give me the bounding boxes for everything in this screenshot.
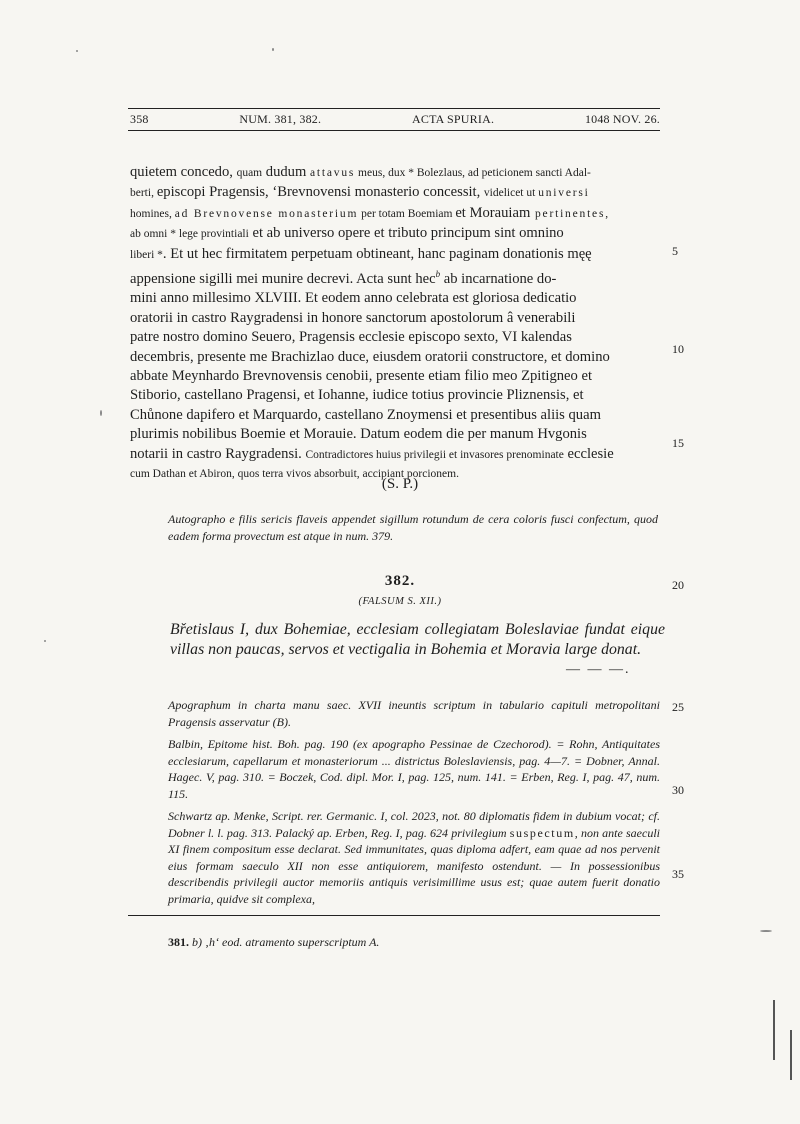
text-line: abbate Meynhardo Brevnovensis cenobii, presente etiam filio meo Zpitigneo et	[130, 367, 592, 384]
apparatus-editions: Balbin, Epitome hist. Boh. pag. 190 (ex apographo Pessinae de Czechorod). = Rohn, Antiquitates ecclesiarum, capellarum et monasteriorum ... districtus Boleslaviensis, pag. 4—7. = Dobner, Annal. Hagec. V, pag. 310. = Boczek, Cod. dipl. Mor. I, pag. 125, num. 141. = Erben, Reg. I, pag. 47, num. 115.	[168, 737, 660, 801]
regest-dashes: — — —.	[566, 662, 631, 677]
footnote-mark: b)	[192, 935, 202, 949]
line-number: 35	[672, 867, 684, 881]
text-line: mini anno millesimo XLVIII. Et eodem anno celebrata est gloriosa dedicatio	[130, 290, 577, 307]
text-line: homines, ad Brevnovense monasterium per totam Boemiam et Morauiam pertinentes,	[130, 204, 610, 221]
header-date: 1048 NOV. 26.	[584, 112, 660, 126]
margin-mark	[773, 1000, 775, 1060]
text-line: liberi *. Et ut hec firmitatem perpetuam obtineant, hanc paginam donationis męę	[130, 245, 592, 262]
line-number: 5	[672, 244, 678, 258]
charter-text-381	[130, 163, 658, 484]
footnote	[168, 935, 379, 950]
page-number: 358	[130, 112, 149, 126]
apparatus-commentary: Schwartz ap. Menke, Script. rer. Germanic. I, col. 2023, not. 80 diplomatis fidem in dubium vocat; cf. Dobner l. l. pag. 313. Palacký ap. Erben, Reg. I, pag. 624 privilegium suspectum, non ante saeculi XI finem compositum esse declarat. Sed immunitates, quas diploma adfert, eam quae ad nos pervenit eius formam saeculo XII non esse antiquiorem, manifesto ostendunt. — In possessionibus describendis privilegii auctor memoriis antiquis verisimillime usus est; quae autem fuerit donatio primaria, quidve sit complexa,	[168, 809, 660, 906]
paper-speck	[76, 50, 78, 52]
section-title: ACTA SPURIA.	[412, 112, 495, 126]
text-line: appensione sigilli mei munire decrevi. Acta sunt hec$^b$ ab incarnatione do-	[130, 269, 557, 287]
text-line: berti, episcopi Pragensis, ‘Brevnovensi monasterio concessit, videlicet ut universi	[130, 184, 590, 201]
header-rule-top	[128, 108, 660, 109]
line-number: 30	[672, 783, 684, 797]
document-number: 382.	[384, 573, 416, 589]
text-line: Chůnone dapifero et Marquardo, castellano Znoymensi et presentibus aliis quam	[130, 406, 601, 423]
text-line: plurimis nobilibus Boemie et Morauie. Datum eodem die per manum Hvgonis	[130, 426, 587, 443]
text-line: decembris, presente me Brachizlao duce, eiusdem oratorii constructore, et domino	[130, 348, 610, 365]
seal-mark: (S. P.)	[381, 476, 419, 492]
apparatus-source: Apographum in charta manu saec. XVII ineuntis scriptum in tabulario capituli metropolitani Pragensis asservatur (B).	[168, 698, 660, 729]
header-rule-bottom	[128, 130, 660, 131]
paper-speck	[44, 640, 46, 642]
paper-speck	[760, 930, 772, 932]
running-header	[130, 112, 660, 127]
text-line: quietem concedo, quam dudum attavus meus, dux * Bolezlaus, ad peticionem sancti Adal-	[130, 164, 591, 180]
line-number: 15	[672, 436, 684, 450]
paper-speck	[272, 48, 274, 51]
footnote-doc-number: 381.	[168, 935, 189, 949]
critical-apparatus	[168, 697, 660, 913]
falsum-label: (FALSUM S. XII.)	[358, 596, 442, 607]
paper-speck	[100, 410, 102, 416]
footnote-rule	[128, 915, 660, 916]
text-line: Stiborio, castellano Pragensi, et Iohanne, iudice totius provincie Pliznensis, et	[130, 387, 584, 404]
text-line: notarii in castro Raygradensi. Contradictores huius privilegii et invasores prenominate ecclesie	[130, 445, 614, 462]
footnote-text: ‚h‘ eod. atramento superscriptum A.	[202, 935, 380, 949]
document-numbers: NUM. 381, 382.	[239, 112, 322, 126]
regest-summary: Břetislaus I, dux Bohemiae, ecclesiam collegiatam Boleslaviae fundat eique villas non paucas, servos et vectigalia in Bohemia et Moravia large donat.	[170, 621, 665, 658]
line-number: 25	[672, 700, 684, 714]
line-number: 20	[672, 578, 684, 592]
text-line: cum Dathan et Abiron, quos terra vivos absorbuit, accipiant porcionem.	[130, 467, 459, 480]
text-line: ab omni * lege provintiali et ab universo opere et tributo principum sint omnino	[130, 225, 564, 242]
line-number: 10	[672, 342, 684, 356]
text-line: patre nostro domino Seuero, Pragensis ecclesie episcopo sexto, VI kalendas	[130, 329, 572, 346]
margin-mark	[790, 1030, 792, 1080]
seal-note: Autographo e filis sericis flaveis appendet sigillum rotundum de cera coloris fusci confectum, quod eadem forma provectum est atque in num. 379.	[168, 512, 658, 543]
text-line: oratorii in castro Raygradensi in honore sanctorum apostolorum â venerabili	[130, 309, 576, 326]
